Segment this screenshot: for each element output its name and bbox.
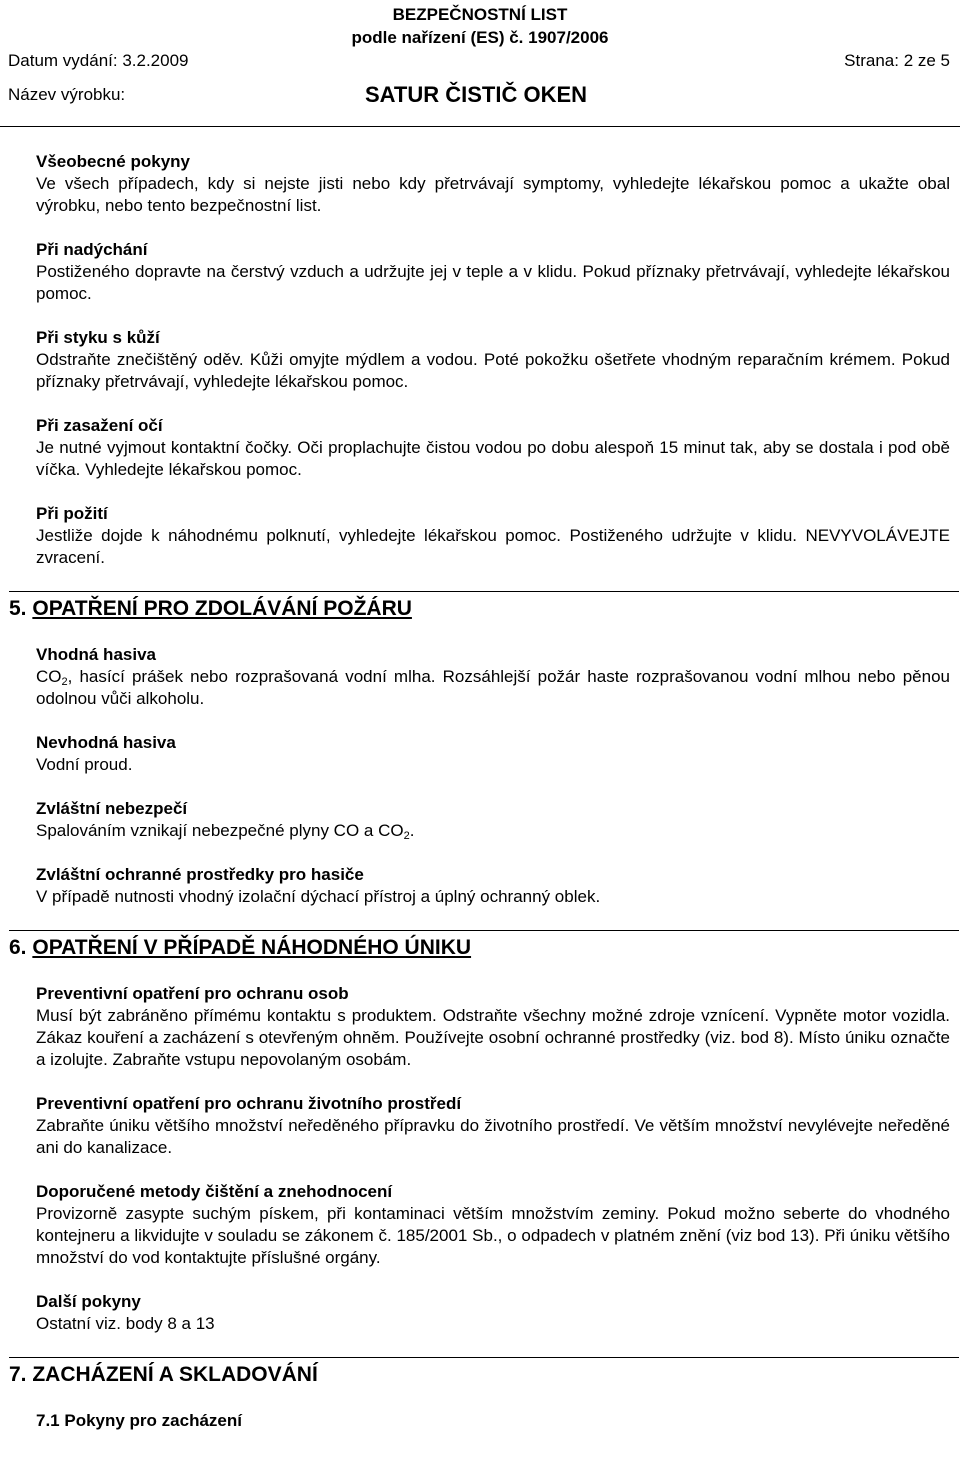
- skin-contact-advice: [36, 327, 950, 393]
- ingestion-advice: [36, 503, 950, 569]
- subsection-heading: Při nadýchání: [36, 240, 148, 259]
- environmental-precautions: [36, 1093, 950, 1159]
- subsection-heading: Preventivní opatření pro ochranu osob: [36, 984, 349, 1003]
- document-body: [9, 151, 950, 1454]
- subsection-heading: Při styku s kůží: [36, 328, 160, 347]
- section-5-heading: [9, 591, 959, 622]
- paragraph: [36, 666, 950, 710]
- section-number: 5.: [9, 597, 27, 620]
- page-header: [0, 0, 960, 127]
- subsection-heading: Vhodná hasiva: [36, 645, 156, 664]
- paragraph-end: .: [409, 821, 415, 840]
- subsection-heading: Zvláštní ochranné prostředky pro hasiče: [36, 865, 364, 884]
- page-number: Strana: 2 ze 5: [844, 51, 950, 70]
- regulation-subtitle: podle nařízení (ES) č. 1907/2006: [351, 28, 609, 47]
- subsection-heading: Všeobecné pokyny: [36, 152, 191, 171]
- paragraph: Je nutné vyjmout kontaktní čočky. Oči proplachujte čistou vodou po dobu alespoň 15 minut tak, aby se dostala i pod obě víčka. Vyhledejte lékařskou pomoc.: [36, 438, 950, 479]
- product-name: SATUR ČISTIČ OKEN: [365, 82, 588, 107]
- subsection-heading: Při požití: [36, 504, 108, 523]
- subsection-heading: Doporučené metody čištění a znehodnocení: [36, 1182, 393, 1201]
- other-instructions: [36, 1291, 950, 1335]
- suitable-media: [36, 644, 950, 710]
- section-title: OPATŘENÍ V PŘÍPADĚ NÁHODNÉHO ÚNIKU: [32, 936, 472, 959]
- co-formula: CO: [36, 667, 62, 686]
- eye-contact-advice: [36, 415, 950, 481]
- section-number: 7.: [9, 1363, 27, 1386]
- special-hazards: [36, 798, 950, 842]
- paragraph: V případě nutnosti vhodný izolační dýchací přístroj a úplný ochranný oblek.: [36, 887, 601, 906]
- subsection-heading: Další pokyny: [36, 1292, 141, 1311]
- paragraph: [36, 820, 950, 842]
- paragraph: Provizorně zasypte suchým pískem, při kontaminaci větším množstvím zeminy. Pokud možno seberte do vhodného kontejneru a likvidujte v souladu se zákonem č. 185/2001 Sb., o odpadech v platném znění (viz bod 13). Při úniku většího množství do vod kontaktujte příslušné orgány.: [36, 1204, 950, 1267]
- subsection-heading: Zvláštní nebezpečí: [36, 799, 188, 818]
- general-advice: [36, 151, 950, 217]
- subsection-heading: Při zasažení očí: [36, 416, 163, 435]
- product-label: Název výrobku:: [8, 85, 126, 104]
- paragraph: Zabraňte úniku většího množství neředěného přípravku do životního prostředí. Ve větším množství nevylévejte neředěné ani do kanalizace.: [36, 1116, 950, 1157]
- paragraph: Ostatní viz. body 8 a 13: [36, 1314, 215, 1333]
- section-number: 6.: [9, 936, 27, 959]
- section-title: ZACHÁZENÍ A SKLADOVÁNÍ: [32, 1363, 318, 1386]
- inhalation-advice: [36, 239, 950, 305]
- cleanup-methods: [36, 1181, 950, 1269]
- subsection-heading: 7.1 Pokyny pro zacházení: [36, 1411, 242, 1430]
- subscript: 2: [403, 830, 410, 842]
- subsection-heading: Nevhodná hasiva: [36, 733, 176, 752]
- personal-precautions: [36, 983, 950, 1071]
- section-6-heading: [9, 930, 959, 961]
- handling-subsection: [36, 1410, 950, 1432]
- document-title: BEZPEČNOSTNÍ LIST: [392, 5, 568, 24]
- subsection-heading: Preventivní opatření pro ochranu životního prostředí: [36, 1094, 462, 1113]
- paragraph: Musí být zabráněno přímému kontaktu s produktem. Odstraňte všechny možné zdroje vznícení. Vypněte motor vozidla. Zákaz kouření a zacházení s otevřeným ohněm. Používejte osobní ochranné prostředky (viz. bod 8). Místo úniku označte a izolujte. Zabraňte vstupu nepovolaným osobám.: [36, 1006, 950, 1069]
- paragraph: Postiženého dopravte na čerstvý vzduch a udržujte jej v teple a v klidu. Pokud příznaky přetrvávají, vyhledejte lékařskou pomoc.: [36, 262, 950, 303]
- paragraph-text: , hasící prášek nebo rozprašovaná vodní mlha. Rozsáhlejší požár haste rozprašovanou vodní mlhou nebo pěnou odolnou vůči alkoholu.: [36, 667, 950, 708]
- paragraph: Ve všech případech, kdy si nejste jisti nebo kdy přetrvávají symptomy, vyhledejte lékařskou pomoc a ukažte obal výrobku, nebo tento bezpečnostní list.: [36, 174, 950, 215]
- paragraph: Jestliže dojde k náhodnému polknutí, vyhledejte lékařskou pomoc. Postiženého udržujte v klidu. NEVYVOLÁVEJTE zvracení.: [36, 526, 950, 567]
- subscript: 2: [61, 676, 68, 688]
- issue-date: Datum vydání: 3.2.2009: [8, 51, 189, 70]
- unsuitable-media: [36, 732, 950, 776]
- firefighter-protection: [36, 864, 950, 908]
- paragraph: Vodní proud.: [36, 755, 133, 774]
- section-7-heading: [9, 1357, 959, 1388]
- section-title: OPATŘENÍ PRO ZDOLÁVÁNÍ POŽÁRU: [32, 597, 412, 620]
- paragraph: Odstraňte znečištěný oděv. Kůži omyjte mýdlem a vodou. Poté pokožku ošetřete vhodným reparačním krémem. Pokud příznaky přetrvávají, vyhledejte lékařskou pomoc.: [36, 350, 950, 391]
- paragraph-text: Spalováním vznikají nebezpečné plyny CO a CO: [36, 821, 404, 840]
